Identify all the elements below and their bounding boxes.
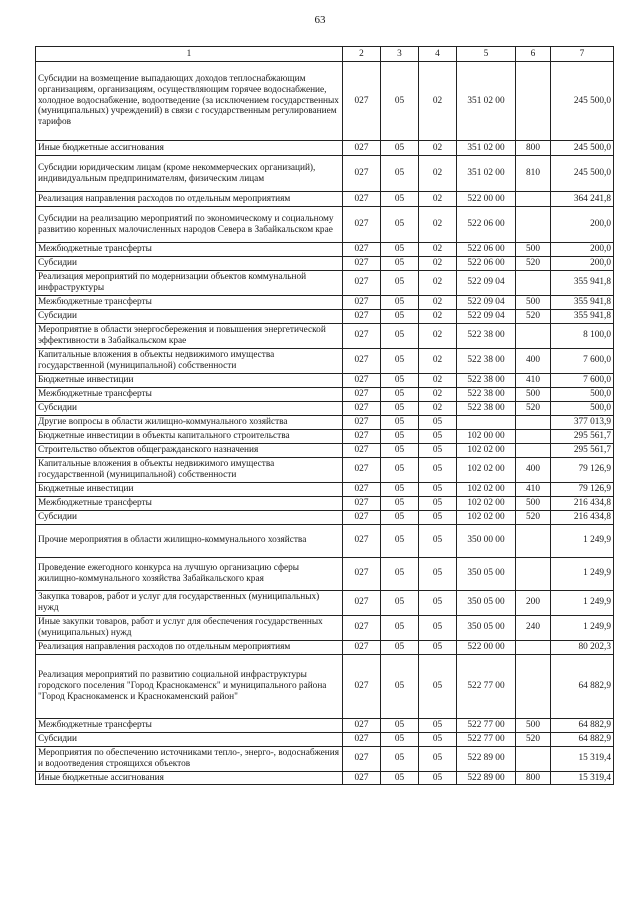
expense-type-code-cell xyxy=(516,654,551,718)
subsection-code-cell: 05 xyxy=(419,457,457,482)
subsection-code-cell: 02 xyxy=(419,62,457,141)
target-article-code-cell: 522 00 00 xyxy=(457,192,516,207)
amount-cell: 200,0 xyxy=(551,207,614,243)
subsection-code-cell: 02 xyxy=(419,192,457,207)
section-code-cell: 05 xyxy=(381,323,419,348)
target-article-code-cell: 522 89 00 xyxy=(457,771,516,785)
section-code-cell: 05 xyxy=(381,443,419,457)
expense-type-code-cell: 500 xyxy=(516,295,551,309)
section-code-cell: 05 xyxy=(381,615,419,640)
target-article-code-cell: 350 05 00 xyxy=(457,590,516,615)
amount-cell: 15 319,4 xyxy=(551,771,614,785)
section-code-cell: 05 xyxy=(381,207,419,243)
table-row xyxy=(36,443,614,457)
subsection-code-cell: 02 xyxy=(419,243,457,257)
column-header: 1 xyxy=(36,47,343,62)
admin-code-cell: 027 xyxy=(343,443,381,457)
section-code-cell: 05 xyxy=(381,640,419,654)
admin-code-cell: 027 xyxy=(343,429,381,443)
section-code-cell: 05 xyxy=(381,401,419,415)
table-row xyxy=(36,510,614,524)
subsection-code-cell: 02 xyxy=(419,207,457,243)
table-row xyxy=(36,373,614,387)
table-row xyxy=(36,771,614,785)
target-article-code-cell: 522 06 00 xyxy=(457,256,516,270)
section-code-cell: 05 xyxy=(381,243,419,257)
expense-type-code-cell xyxy=(516,270,551,295)
section-code-cell: 05 xyxy=(381,524,419,557)
row-name-cell: Субсидии на возмещение выпадающих доходов теплоснабжающим организациям, организациям, осуществляющим горячее водоснабжение, холодное водоснабжение, водоотведение (за исключением государственных (муниципальных) учреждений) в связи с государственным регулированием тарифов xyxy=(36,62,343,141)
row-name-cell: Реализация мероприятий по модернизации объектов коммунальной инфраструктуры xyxy=(36,270,343,295)
target-article-code-cell: 351 02 00 xyxy=(457,141,516,156)
row-name-cell: Субсидии xyxy=(36,401,343,415)
expense-type-code-cell: 520 xyxy=(516,401,551,415)
target-article-code-cell: 522 09 04 xyxy=(457,295,516,309)
table-row xyxy=(36,615,614,640)
expense-type-code-cell xyxy=(516,429,551,443)
amount-cell: 64 882,9 xyxy=(551,654,614,718)
subsection-code-cell: 02 xyxy=(419,373,457,387)
row-name-cell: Межбюджетные трансферты xyxy=(36,295,343,309)
amount-cell: 364 241,8 xyxy=(551,192,614,207)
column-header: 4 xyxy=(419,47,457,62)
table-row xyxy=(36,557,614,590)
table-row xyxy=(36,309,614,323)
target-article-code-cell: 522 38 00 xyxy=(457,373,516,387)
expense-type-code-cell: 500 xyxy=(516,496,551,510)
table-row xyxy=(36,524,614,557)
target-article-code-cell: 522 38 00 xyxy=(457,323,516,348)
table-row xyxy=(36,323,614,348)
row-name-cell: Капитальные вложения в объекты недвижимого имущества государственной (муниципальной) собственности xyxy=(36,457,343,482)
admin-code-cell: 027 xyxy=(343,482,381,496)
subsection-code-cell: 05 xyxy=(419,615,457,640)
section-code-cell: 05 xyxy=(381,654,419,718)
subsection-code-cell: 02 xyxy=(419,141,457,156)
expense-type-code-cell: 410 xyxy=(516,373,551,387)
amount-cell: 245 500,0 xyxy=(551,62,614,141)
section-code-cell: 05 xyxy=(381,496,419,510)
amount-cell: 1 249,9 xyxy=(551,557,614,590)
amount-cell: 245 500,0 xyxy=(551,141,614,156)
admin-code-cell: 027 xyxy=(343,510,381,524)
section-code-cell: 05 xyxy=(381,590,419,615)
admin-code-cell: 027 xyxy=(343,557,381,590)
amount-cell: 1 249,9 xyxy=(551,590,614,615)
subsection-code-cell: 02 xyxy=(419,256,457,270)
expense-type-code-cell: 810 xyxy=(516,156,551,192)
amount-cell: 80 202,3 xyxy=(551,640,614,654)
amount-cell: 7 600,0 xyxy=(551,373,614,387)
row-name-cell: Субсидии xyxy=(36,256,343,270)
section-code-cell: 05 xyxy=(381,62,419,141)
section-code-cell: 05 xyxy=(381,192,419,207)
target-article-code-cell: 102 02 00 xyxy=(457,482,516,496)
admin-code-cell: 027 xyxy=(343,732,381,746)
admin-code-cell: 027 xyxy=(343,654,381,718)
table-row xyxy=(36,482,614,496)
target-article-code-cell: 350 05 00 xyxy=(457,557,516,590)
amount-cell: 500,0 xyxy=(551,401,614,415)
section-code-cell: 05 xyxy=(381,746,419,771)
target-article-code-cell: 102 00 00 xyxy=(457,429,516,443)
row-name-cell: Межбюджетные трансферты xyxy=(36,243,343,257)
admin-code-cell: 027 xyxy=(343,323,381,348)
subsection-code-cell: 02 xyxy=(419,156,457,192)
target-article-code-cell: 522 09 04 xyxy=(457,309,516,323)
admin-code-cell: 027 xyxy=(343,62,381,141)
expense-type-code-cell: 520 xyxy=(516,256,551,270)
expense-type-code-cell xyxy=(516,415,551,429)
target-article-code-cell: 522 00 00 xyxy=(457,640,516,654)
admin-code-cell: 027 xyxy=(343,415,381,429)
expense-type-code-cell: 500 xyxy=(516,243,551,257)
subsection-code-cell: 05 xyxy=(419,482,457,496)
row-name-cell: Субсидии xyxy=(36,309,343,323)
row-name-cell: Иные закупки товаров, работ и услуг для обеспечения государственных (муниципальных) нужд xyxy=(36,615,343,640)
table-row xyxy=(36,243,614,257)
section-code-cell: 05 xyxy=(381,482,419,496)
amount-cell: 64 882,9 xyxy=(551,718,614,732)
target-article-code-cell: 102 02 00 xyxy=(457,510,516,524)
section-code-cell: 05 xyxy=(381,156,419,192)
admin-code-cell: 027 xyxy=(343,256,381,270)
row-name-cell: Реализация направления расходов по отдельным мероприятиям xyxy=(36,640,343,654)
section-code-cell: 05 xyxy=(381,718,419,732)
amount-cell: 79 126,9 xyxy=(551,482,614,496)
table-row xyxy=(36,192,614,207)
table-row xyxy=(36,415,614,429)
amount-cell: 1 249,9 xyxy=(551,615,614,640)
admin-code-cell: 027 xyxy=(343,590,381,615)
section-code-cell: 05 xyxy=(381,557,419,590)
admin-code-cell: 027 xyxy=(343,270,381,295)
admin-code-cell: 027 xyxy=(343,457,381,482)
table-row xyxy=(36,732,614,746)
admin-code-cell: 027 xyxy=(343,141,381,156)
row-name-cell: Межбюджетные трансферты xyxy=(36,387,343,401)
expense-type-code-cell: 500 xyxy=(516,387,551,401)
column-header: 6 xyxy=(516,47,551,62)
expense-type-code-cell xyxy=(516,524,551,557)
expense-type-code-cell: 410 xyxy=(516,482,551,496)
column-header: 7 xyxy=(551,47,614,62)
subsection-code-cell: 05 xyxy=(419,732,457,746)
row-name-cell: Реализация мероприятий по развитию социальной инфраструктуры городского поселения "Город Краснокаменск" и муниципального района "Город Краснокаменск и Краснокаменский район" xyxy=(36,654,343,718)
table-row xyxy=(36,295,614,309)
target-article-code-cell: 522 89 00 xyxy=(457,746,516,771)
subsection-code-cell: 05 xyxy=(419,718,457,732)
expense-type-code-cell: 800 xyxy=(516,771,551,785)
subsection-code-cell: 02 xyxy=(419,295,457,309)
section-code-cell: 05 xyxy=(381,295,419,309)
table-row xyxy=(36,141,614,156)
table-row xyxy=(36,62,614,141)
expense-type-code-cell xyxy=(516,323,551,348)
section-code-cell: 05 xyxy=(381,309,419,323)
expense-type-code-cell xyxy=(516,192,551,207)
target-article-code-cell: 522 06 00 xyxy=(457,207,516,243)
amount-cell: 295 561,7 xyxy=(551,443,614,457)
subsection-code-cell: 05 xyxy=(419,415,457,429)
section-code-cell: 05 xyxy=(381,270,419,295)
admin-code-cell: 027 xyxy=(343,192,381,207)
target-article-code-cell xyxy=(457,415,516,429)
amount-cell: 15 319,4 xyxy=(551,746,614,771)
table-row xyxy=(36,256,614,270)
target-article-code-cell: 522 77 00 xyxy=(457,718,516,732)
admin-code-cell: 027 xyxy=(343,295,381,309)
amount-cell: 295 561,7 xyxy=(551,429,614,443)
subsection-code-cell: 05 xyxy=(419,429,457,443)
expense-type-code-cell: 400 xyxy=(516,348,551,373)
column-header: 3 xyxy=(381,47,419,62)
amount-cell: 216 434,8 xyxy=(551,510,614,524)
expense-type-code-cell: 200 xyxy=(516,590,551,615)
subsection-code-cell: 05 xyxy=(419,771,457,785)
table-row xyxy=(36,348,614,373)
section-code-cell: 05 xyxy=(381,510,419,524)
row-name-cell: Другие вопросы в области жилищно-коммунального хозяйства xyxy=(36,415,343,429)
subsection-code-cell: 02 xyxy=(419,348,457,373)
amount-cell: 500,0 xyxy=(551,387,614,401)
target-article-code-cell: 102 02 00 xyxy=(457,443,516,457)
admin-code-cell: 027 xyxy=(343,524,381,557)
table-row xyxy=(36,156,614,192)
target-article-code-cell: 522 77 00 xyxy=(457,654,516,718)
admin-code-cell: 027 xyxy=(343,387,381,401)
subsection-code-cell: 02 xyxy=(419,387,457,401)
row-name-cell: Субсидии на реализацию мероприятий по экономическому и социальному развитию коренных малочисленных народов Севера в Забайкальском крае xyxy=(36,207,343,243)
column-header: 2 xyxy=(343,47,381,62)
admin-code-cell: 027 xyxy=(343,401,381,415)
row-name-cell: Строительство объектов общегражданского назначения xyxy=(36,443,343,457)
table-row xyxy=(36,496,614,510)
admin-code-cell: 027 xyxy=(343,496,381,510)
expense-type-code-cell xyxy=(516,443,551,457)
section-code-cell: 05 xyxy=(381,256,419,270)
target-article-code-cell: 522 09 04 xyxy=(457,270,516,295)
subsection-code-cell: 05 xyxy=(419,443,457,457)
expense-type-code-cell xyxy=(516,746,551,771)
expense-type-code-cell xyxy=(516,640,551,654)
amount-cell: 79 126,9 xyxy=(551,457,614,482)
target-article-code-cell: 351 02 00 xyxy=(457,156,516,192)
expense-type-code-cell: 400 xyxy=(516,457,551,482)
section-code-cell: 05 xyxy=(381,141,419,156)
admin-code-cell: 027 xyxy=(343,771,381,785)
target-article-code-cell: 351 02 00 xyxy=(457,62,516,141)
section-code-cell: 05 xyxy=(381,415,419,429)
expense-type-code-cell xyxy=(516,557,551,590)
target-article-code-cell: 522 06 00 xyxy=(457,243,516,257)
row-name-cell: Реализация направления расходов по отдельным мероприятиям xyxy=(36,192,343,207)
amount-cell: 355 941,8 xyxy=(551,270,614,295)
admin-code-cell: 027 xyxy=(343,640,381,654)
target-article-code-cell: 522 77 00 xyxy=(457,732,516,746)
target-article-code-cell: 350 00 00 xyxy=(457,524,516,557)
admin-code-cell: 027 xyxy=(343,348,381,373)
expense-type-code-cell: 520 xyxy=(516,309,551,323)
row-name-cell: Субсидии xyxy=(36,510,343,524)
section-code-cell: 05 xyxy=(381,387,419,401)
row-name-cell: Субсидии юридическим лицам (кроме некоммерческих организаций), индивидуальным предпринимателям, физическим лицам xyxy=(36,156,343,192)
budget-table xyxy=(35,46,614,785)
section-code-cell: 05 xyxy=(381,771,419,785)
table-row xyxy=(36,270,614,295)
table-row xyxy=(36,640,614,654)
admin-code-cell: 027 xyxy=(343,718,381,732)
row-name-cell: Прочие мероприятия в области жилищно-коммунального хозяйства xyxy=(36,524,343,557)
subsection-code-cell: 02 xyxy=(419,401,457,415)
expense-type-code-cell xyxy=(516,207,551,243)
expense-type-code-cell: 520 xyxy=(516,732,551,746)
amount-cell: 355 941,8 xyxy=(551,309,614,323)
subsection-code-cell: 05 xyxy=(419,524,457,557)
row-name-cell: Межбюджетные трансферты xyxy=(36,496,343,510)
table-row xyxy=(36,401,614,415)
amount-cell: 245 500,0 xyxy=(551,156,614,192)
target-article-code-cell: 102 02 00 xyxy=(457,457,516,482)
amount-cell: 7 600,0 xyxy=(551,348,614,373)
table-row xyxy=(36,387,614,401)
admin-code-cell: 027 xyxy=(343,309,381,323)
row-name-cell: Капитальные вложения в объекты недвижимого имущества государственной (муниципальной) собственности xyxy=(36,348,343,373)
expense-type-code-cell: 500 xyxy=(516,718,551,732)
page-number: 63 xyxy=(314,14,326,26)
admin-code-cell: 027 xyxy=(343,373,381,387)
table-header-row xyxy=(36,47,614,62)
target-article-code-cell: 522 38 00 xyxy=(457,401,516,415)
amount-cell: 200,0 xyxy=(551,243,614,257)
expense-type-code-cell: 520 xyxy=(516,510,551,524)
row-name-cell: Бюджетные инвестиции в объекты капитального строительства xyxy=(36,429,343,443)
row-name-cell: Межбюджетные трансферты xyxy=(36,718,343,732)
amount-cell: 200,0 xyxy=(551,256,614,270)
expense-type-code-cell: 800 xyxy=(516,141,551,156)
subsection-code-cell: 02 xyxy=(419,270,457,295)
subsection-code-cell: 05 xyxy=(419,590,457,615)
table-row xyxy=(36,429,614,443)
amount-cell: 377 013,9 xyxy=(551,415,614,429)
subsection-code-cell: 05 xyxy=(419,654,457,718)
row-name-cell: Бюджетные инвестиции xyxy=(36,482,343,496)
section-code-cell: 05 xyxy=(381,732,419,746)
table-row xyxy=(36,457,614,482)
section-code-cell: 05 xyxy=(381,457,419,482)
expense-type-code-cell: 240 xyxy=(516,615,551,640)
subsection-code-cell: 05 xyxy=(419,746,457,771)
row-name-cell: Мероприятия по обеспечению источниками тепло-, энерго-, водоснабжения и водоотведения строящихся объектов xyxy=(36,746,343,771)
table-row xyxy=(36,590,614,615)
row-name-cell: Проведение ежегодного конкурса на лучшую организацию сферы жилищно-коммунального хозяйства Забайкальского края xyxy=(36,557,343,590)
row-name-cell: Закупка товаров, работ и услуг для государственных (муниципальных) нужд xyxy=(36,590,343,615)
table-row xyxy=(36,718,614,732)
section-code-cell: 05 xyxy=(381,429,419,443)
admin-code-cell: 027 xyxy=(343,156,381,192)
row-name-cell: Мероприятие в области энергосбережения и повышения энергетической эффективности в Забайкальском крае xyxy=(36,323,343,348)
row-name-cell: Иные бюджетные ассигнования xyxy=(36,771,343,785)
subsection-code-cell: 02 xyxy=(419,309,457,323)
table-row xyxy=(36,207,614,243)
amount-cell: 64 882,9 xyxy=(551,732,614,746)
admin-code-cell: 027 xyxy=(343,243,381,257)
subsection-code-cell: 05 xyxy=(419,557,457,590)
subsection-code-cell: 05 xyxy=(419,496,457,510)
subsection-code-cell: 02 xyxy=(419,323,457,348)
expense-type-code-cell xyxy=(516,62,551,141)
amount-cell: 355 941,8 xyxy=(551,295,614,309)
amount-cell: 216 434,8 xyxy=(551,496,614,510)
admin-code-cell: 027 xyxy=(343,746,381,771)
section-code-cell: 05 xyxy=(381,373,419,387)
amount-cell: 8 100,0 xyxy=(551,323,614,348)
subsection-code-cell: 05 xyxy=(419,510,457,524)
amount-cell: 1 249,9 xyxy=(551,524,614,557)
row-name-cell: Бюджетные инвестиции xyxy=(36,373,343,387)
admin-code-cell: 027 xyxy=(343,615,381,640)
target-article-code-cell: 350 05 00 xyxy=(457,615,516,640)
subsection-code-cell: 05 xyxy=(419,640,457,654)
row-name-cell: Иные бюджетные ассигнования xyxy=(36,141,343,156)
section-code-cell: 05 xyxy=(381,348,419,373)
target-article-code-cell: 102 02 00 xyxy=(457,496,516,510)
target-article-code-cell: 522 38 00 xyxy=(457,348,516,373)
column-header: 5 xyxy=(457,47,516,62)
admin-code-cell: 027 xyxy=(343,207,381,243)
table-row xyxy=(36,654,614,718)
table-row xyxy=(36,746,614,771)
target-article-code-cell: 522 38 00 xyxy=(457,387,516,401)
row-name-cell: Субсидии xyxy=(36,732,343,746)
